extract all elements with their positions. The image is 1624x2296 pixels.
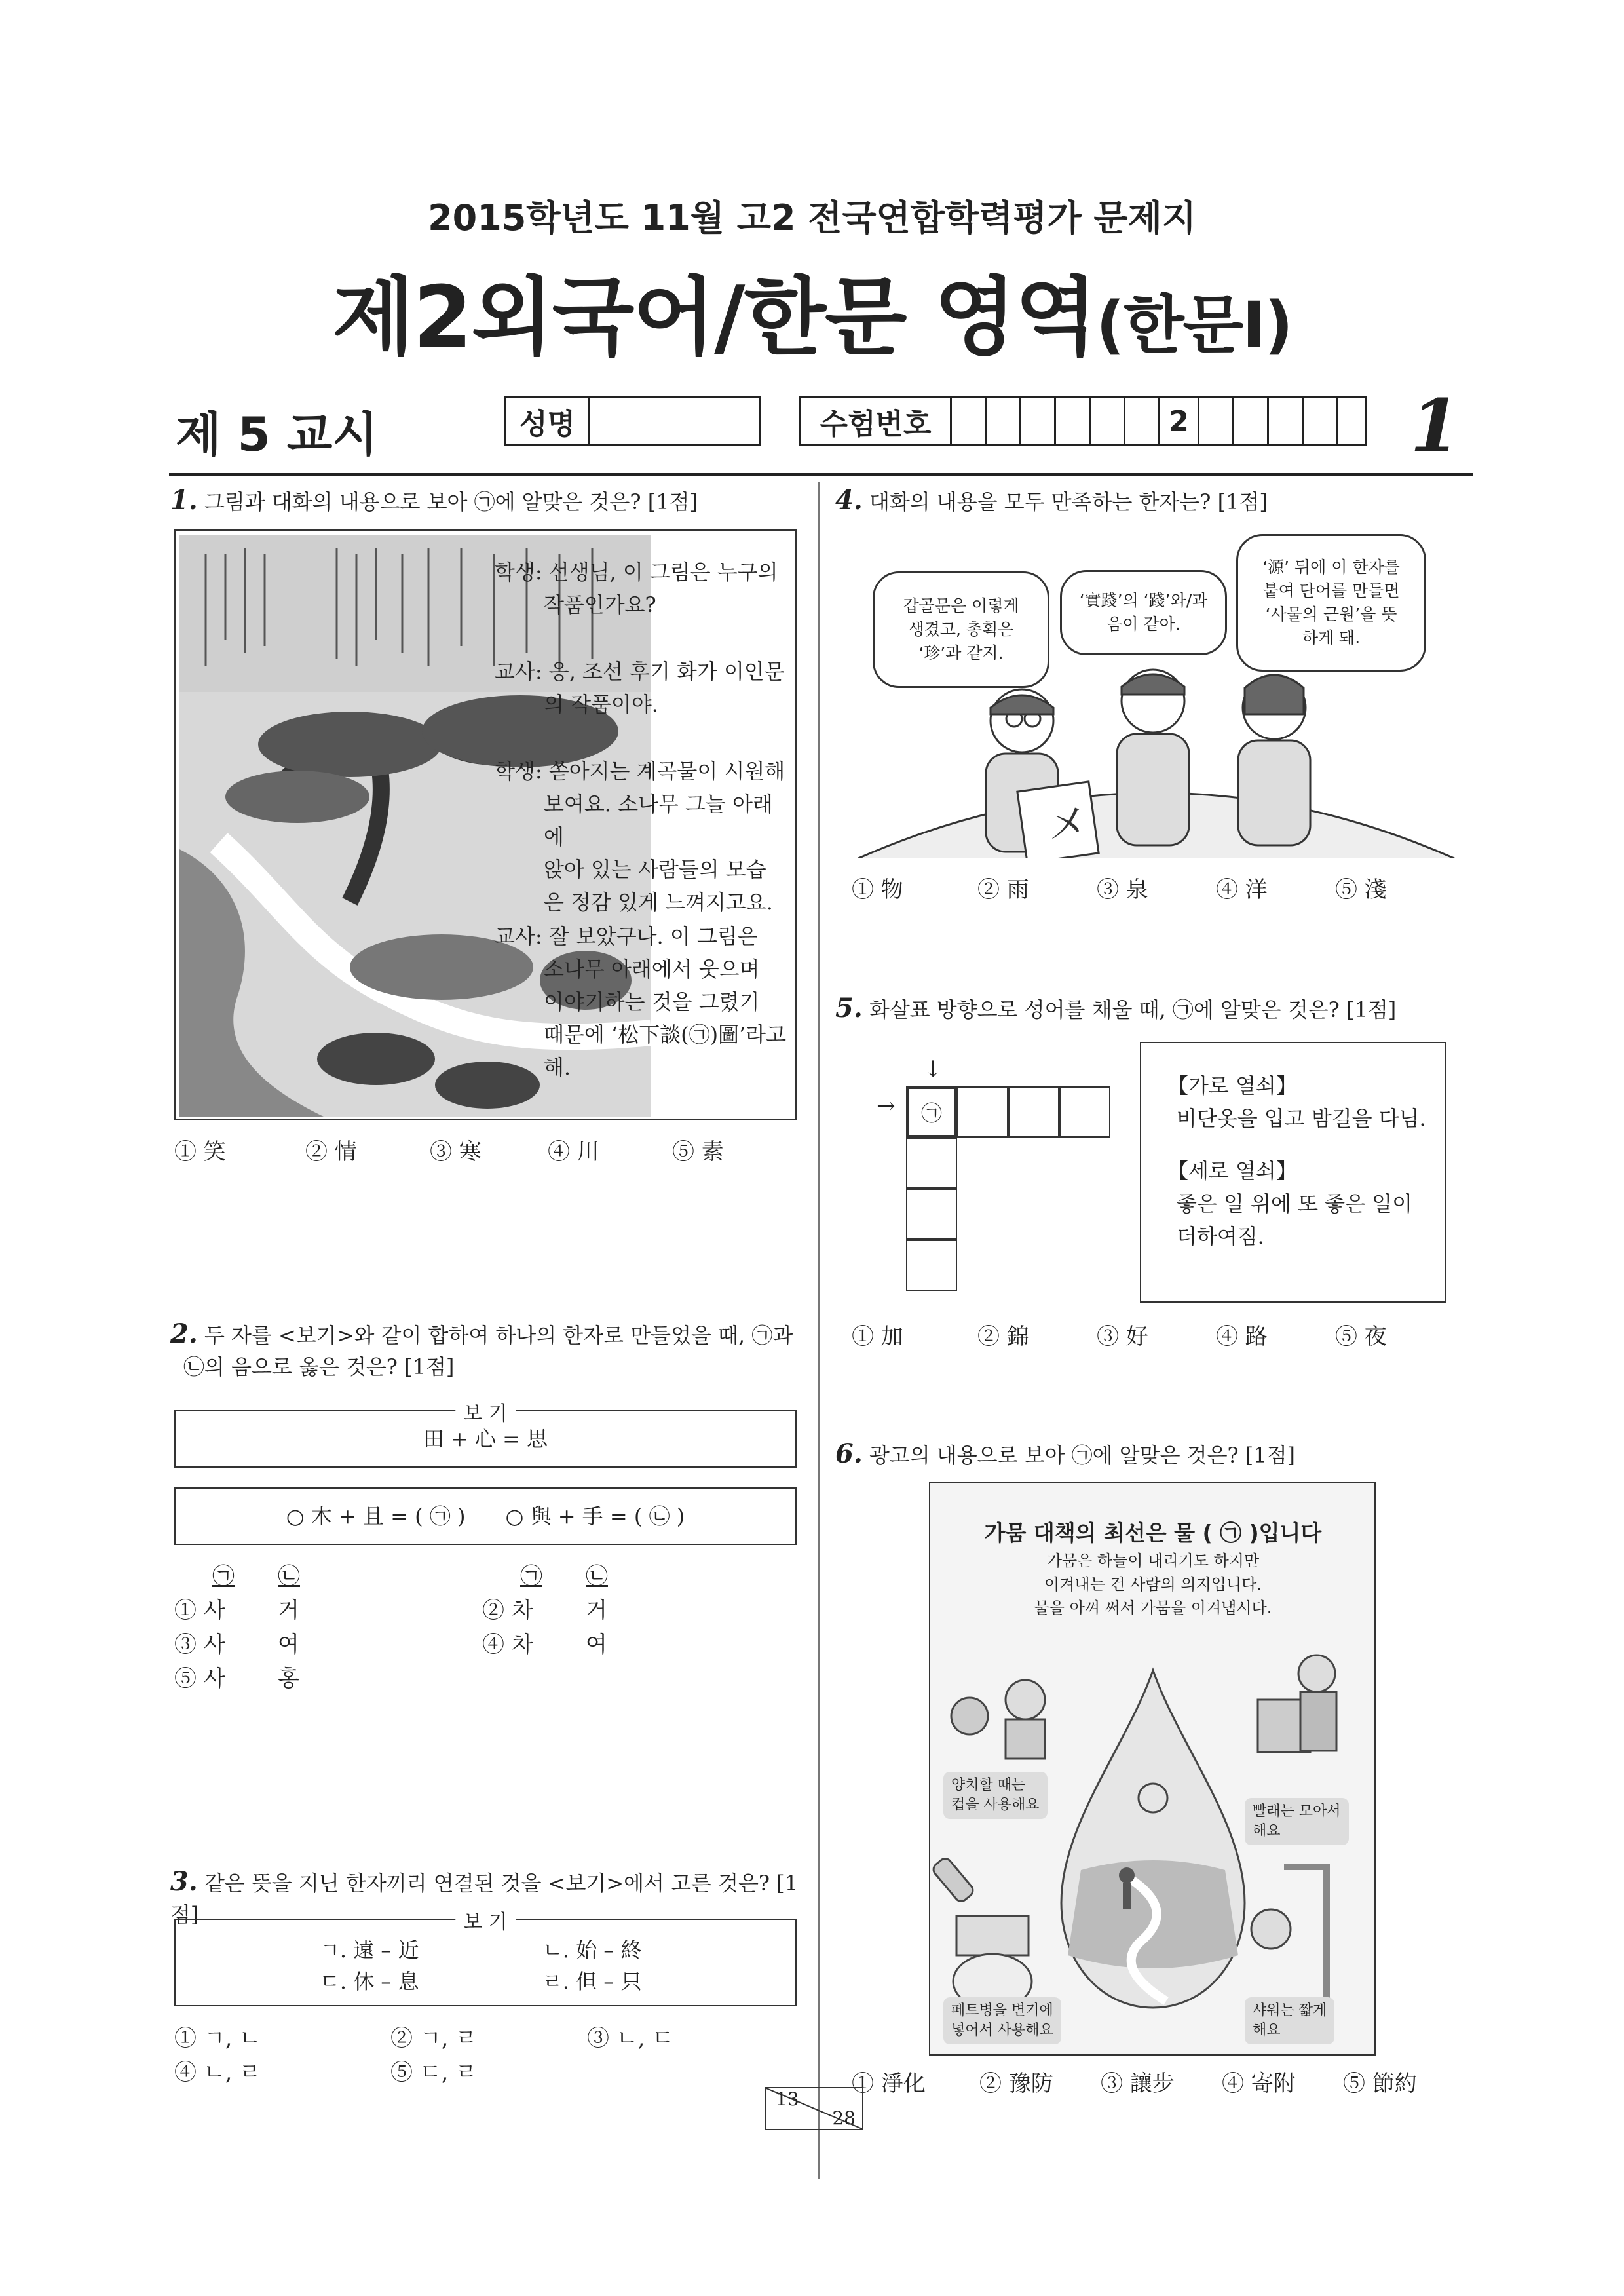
- dialog-text: 의 작품이야.: [544, 692, 658, 717]
- puzzle-cell: [957, 1086, 1008, 1138]
- choice-row: [174, 1594, 803, 1628]
- choice-value: 여: [586, 1632, 607, 1658]
- choice[interactable]: ④ 洋: [1216, 877, 1268, 903]
- bubble-line: 하게 돼.: [1302, 628, 1361, 647]
- choice[interactable]: ① 淨化: [852, 2071, 926, 2097]
- choice[interactable]: ② ㄱ, ㄹ: [390, 2025, 478, 2052]
- exam-number-cell[interactable]: [1199, 398, 1234, 444]
- bubble-line: ‘珍’과 같지.: [918, 643, 1004, 662]
- choice[interactable]: ④ 川: [548, 1139, 599, 1165]
- choice[interactable]: ③ ㄴ, ㄷ: [587, 2025, 674, 2052]
- puzzle-cell-target: ㉠: [906, 1086, 957, 1138]
- question-text: 대화의 내용을 모두 만족하는 한자는? [1점]: [869, 489, 1268, 514]
- exam-number-cell[interactable]: [952, 398, 987, 444]
- question-5-choices: [852, 1318, 1387, 1350]
- question-6-prompt: [835, 1438, 1464, 1471]
- exam-number-field[interactable]: [799, 396, 1367, 446]
- question-number: 1.: [170, 485, 198, 516]
- ad-poster: [929, 1482, 1376, 2056]
- choice[interactable]: ③ 사: [174, 1632, 225, 1658]
- choice[interactable]: ④ ㄴ, ㄹ: [174, 2059, 261, 2086]
- choice-row: [174, 1662, 803, 1696]
- ad-tip-2: 빨래는 모아서 해요: [1245, 1798, 1349, 1845]
- across-title: 【가로 열쇠】: [1167, 1073, 1297, 1098]
- speaker: 교사:: [495, 924, 542, 949]
- bogi-item: ㄱ. 遠 – 近: [320, 1938, 419, 1962]
- bubble-line: 갑골문은 이렇게: [903, 596, 1019, 615]
- exam-number-cell[interactable]: [1125, 398, 1160, 444]
- speech-bubble-3: [1236, 534, 1426, 672]
- down-arrow: ↓: [924, 1056, 943, 1082]
- question-number: 2.: [170, 1318, 198, 1349]
- choice[interactable]: ⑤ 節約: [1343, 2071, 1417, 2097]
- puzzle-cell: [1008, 1086, 1059, 1138]
- question-3-choices: [174, 2021, 803, 2090]
- question-text: ㉡의 음으로 옳은 것은? [1점]: [183, 1354, 455, 1379]
- choice[interactable]: ③ 寒: [430, 1139, 482, 1165]
- dialog-text: 잘 보았구나. 이 그림은: [548, 924, 758, 949]
- down-clue: 좋은 일 위에 또 좋은 일이: [1177, 1191, 1412, 1216]
- bogi-item: ㄴ. 始 – 終: [542, 1938, 642, 1962]
- dialog-text: 응, 조선 후기 화가 이인문: [548, 659, 785, 684]
- choice[interactable]: ⑤ 素: [672, 1139, 724, 1165]
- choice[interactable]: ② 차: [482, 1598, 533, 1624]
- question-1-prompt: [170, 485, 799, 518]
- across-clue: 비단옷을 입고 밤길을 다님.: [1177, 1106, 1426, 1131]
- dialog-text: 보여요. 소나무 그늘 아래에: [544, 792, 773, 849]
- exam-number-cell[interactable]: [987, 398, 1021, 444]
- header-divider: [169, 473, 1473, 476]
- question-number: 4.: [835, 485, 863, 516]
- choice[interactable]: ① ㄱ, ㄴ: [174, 2025, 261, 2052]
- question-number: 3.: [170, 1866, 198, 1897]
- choice[interactable]: ② 情: [305, 1139, 357, 1165]
- choice[interactable]: ③ 讓步: [1101, 2071, 1175, 2097]
- puzzle-cell: [906, 1138, 957, 1189]
- puzzle-cell: [1059, 1086, 1110, 1138]
- speaker: 교사:: [495, 659, 542, 684]
- choice-value: 거: [586, 1598, 607, 1624]
- ad-title: 가뭄 대책의 최선은 물 ( ㉠ )입니다: [984, 1520, 1322, 1546]
- page-number: 1: [1410, 383, 1460, 468]
- dialog-text: 앉아 있는 사람들의 모습: [544, 857, 766, 882]
- dialog-teacher-2: [495, 920, 793, 1084]
- bogi-item: ㄹ. 但 – 只: [542, 1969, 642, 1994]
- speaker: 학생:: [495, 759, 542, 784]
- question-5-prompt: [835, 993, 1464, 1025]
- speaker: 학생:: [495, 560, 542, 584]
- question-text: 화살표 방향으로 성어를 채울 때, ㉠에 알맞은 것은? [1점]: [869, 997, 1397, 1022]
- exam-number-cell[interactable]: [1021, 398, 1056, 444]
- choice[interactable]: ① 物: [852, 877, 903, 903]
- page-counter: [765, 2087, 863, 2130]
- ad-line: 물을 아껴 써서 가뭄을 이겨냅시다.: [1034, 1599, 1272, 1617]
- bubble-line: ‘사물의 근원’을 뜻: [1265, 605, 1397, 624]
- exam-number-cell[interactable]: [1091, 398, 1125, 444]
- bogi-item: ㄷ. 休 – 息: [320, 1969, 419, 1994]
- bubble-line: 음이 같아.: [1106, 615, 1180, 634]
- puzzle-cell: [906, 1240, 957, 1291]
- choice-col-head: ㉠: [212, 1563, 235, 1590]
- choice[interactable]: ⑤ ㄷ, ㄹ: [390, 2059, 478, 2086]
- choice-col-head: ㉠: [520, 1563, 542, 1590]
- question-2-prompt: [170, 1318, 806, 1383]
- choice[interactable]: ⑤ 淺: [1335, 877, 1387, 903]
- choice[interactable]: ③ 泉: [1097, 877, 1148, 903]
- bogi-content: 田 + 心 = 思: [423, 1426, 548, 1451]
- choice[interactable]: ① 加: [852, 1324, 903, 1350]
- problem-content: ○ 木 + 且 = ( ㉠ ) ○ 與 + 手 = ( ㉡ ): [286, 1504, 685, 1529]
- bubble-line: ‘實踐’의 ‘踐’와/과: [1079, 591, 1208, 610]
- ad-tip-1: 양치할 때는 컵을 사용해요: [943, 1772, 1048, 1819]
- exam-number-cell[interactable]: [1338, 398, 1367, 444]
- dialog-text: 작품인가요?: [544, 592, 656, 617]
- ad-line: 가뭄은 하늘이 내리기도 하지만: [1046, 1552, 1260, 1570]
- choice-value: 거: [278, 1598, 299, 1624]
- page-total: 28: [832, 2107, 856, 2129]
- question-text: 같은 뜻을 지닌 한자끼리 연결된 것을 <보기>에서 고른 것은? [1점]: [170, 1871, 799, 1927]
- bubble-line: ‘源’ 뒤에 이 한자를: [1262, 558, 1400, 577]
- choice-col-head: ㉡: [586, 1563, 608, 1590]
- question-number: 6.: [835, 1438, 863, 1469]
- question-number: 5.: [835, 993, 863, 1024]
- exam-number-cell[interactable]: [1304, 398, 1338, 444]
- choice-value: 여: [278, 1632, 299, 1658]
- question-text: 두 자를 <보기>와 같이 합하여 하나의 한자로 만들었을 때, ㉠과: [204, 1323, 793, 1348]
- question-1-choices: [174, 1134, 724, 1166]
- name-field[interactable]: [504, 396, 761, 446]
- exam-number-cell[interactable]: [1269, 398, 1304, 444]
- dialog-text: 쏟아지는 계곡물이 시원해: [548, 759, 785, 784]
- dialog-text: 해.: [544, 1055, 571, 1080]
- question-2-bogi: [174, 1402, 797, 1468]
- question-2-problem: [174, 1487, 797, 1545]
- ad-body: [930, 1549, 1376, 1620]
- exam-number-cell[interactable]: [1234, 398, 1269, 444]
- exam-title-sub: (한문Ⅰ): [1095, 288, 1292, 362]
- dialog-student-2: [495, 755, 793, 919]
- puzzle-clues: [1140, 1042, 1446, 1303]
- question-2-choices: [174, 1559, 803, 1696]
- choice-col-head: ㉡: [278, 1563, 300, 1590]
- down-clue: 더하여짐.: [1177, 1224, 1264, 1249]
- page-current: 13: [776, 2088, 799, 2110]
- dialog-teacher-1: [495, 655, 793, 721]
- exam-number-cell[interactable]: [1056, 398, 1091, 444]
- exam-title: [0, 249, 1624, 372]
- exam-number-digit: 2: [1160, 398, 1199, 444]
- question-4-prompt: [835, 485, 1464, 518]
- choice[interactable]: ① 笑: [174, 1139, 226, 1165]
- bubble-line: 생겼고, 총획은: [908, 620, 1014, 639]
- choice[interactable]: ② 錦: [977, 1324, 1029, 1350]
- column-divider: [818, 482, 820, 2179]
- choice[interactable]: ① 사: [174, 1598, 225, 1624]
- choice[interactable]: ② 雨: [977, 877, 1029, 903]
- choice[interactable]: ⑤ 사: [174, 1666, 225, 1692]
- dialog-text: 때문에 ‘松下談(㉠)圖’라고: [544, 1022, 787, 1047]
- exam-title-main: 제2외국어/한문 영역: [332, 267, 1096, 367]
- right-arrow: →: [877, 1093, 896, 1119]
- name-label: 성명: [506, 398, 590, 444]
- choice[interactable]: ⑤ 夜: [1335, 1324, 1387, 1350]
- ad-line: 이겨내는 건 사람의 의지입니다.: [1044, 1575, 1262, 1594]
- question-text: 광고의 내용으로 보아 ㉠에 알맞은 것은? [1점]: [869, 1443, 1296, 1468]
- choice[interactable]: ④ 路: [1216, 1324, 1268, 1350]
- choice[interactable]: ④ 차: [482, 1632, 533, 1658]
- question-4-choices: [852, 871, 1387, 904]
- dialog-text: 이야기하는 것을 그렸기: [544, 989, 760, 1014]
- period-label: 제 5 교시: [176, 407, 378, 462]
- question-text: 그림과 대화의 내용으로 보아 ㉠에 알맞은 것은? [1점]: [204, 489, 698, 514]
- bogi-label: 보 기: [455, 1397, 516, 1426]
- speech-bubble-2: [1060, 570, 1227, 655]
- choice[interactable]: ③ 好: [1097, 1324, 1148, 1350]
- choice-value: 홍: [278, 1666, 299, 1692]
- down-title: 【세로 열쇠】: [1167, 1158, 1297, 1183]
- bogi-label: 보 기: [455, 1905, 516, 1934]
- exam-subtitle: 2015학년도 11월 고2 전국연합학력평가 문제지: [428, 197, 1196, 239]
- puzzle-cell: [906, 1189, 957, 1240]
- svg-text:㐅: 㐅: [1048, 803, 1087, 849]
- question-6-choices: [852, 2065, 1417, 2097]
- dialog-student-1: [495, 556, 793, 621]
- dialog-text: 선생님, 이 그림은 누구의: [548, 560, 778, 584]
- exam-number-label: 수험번호: [801, 398, 952, 444]
- choice[interactable]: ④ 寄附: [1222, 2071, 1296, 2097]
- ad-tip-4: 샤워는 짧게 해요: [1245, 1997, 1334, 2044]
- speech-bubble-1: [873, 571, 1049, 688]
- ad-tip-3: 페트병을 변기에 넣어서 사용해요: [943, 1997, 1061, 2044]
- choice-row: [174, 1628, 803, 1662]
- choice[interactable]: ② 豫防: [979, 2071, 1053, 2097]
- dialog-text: 은 정감 있게 느껴지고요.: [544, 890, 773, 915]
- bubble-line: 붙여 단어를 만들면: [1262, 581, 1400, 600]
- dialog-text: 소나무 아래에서 웃으며: [544, 957, 760, 982]
- question-3-bogi: [174, 1911, 797, 2006]
